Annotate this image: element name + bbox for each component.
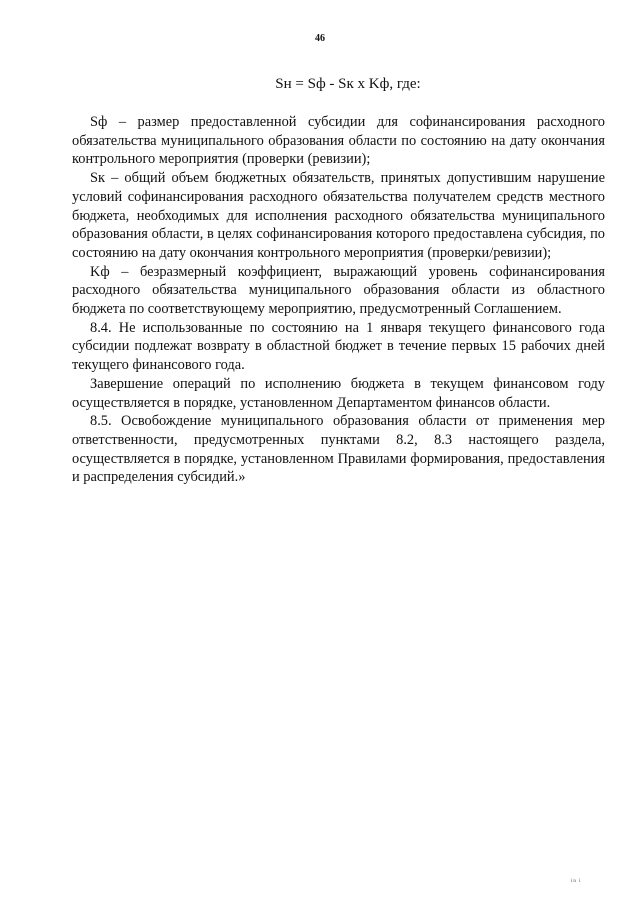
paragraph-8-4: 8.4. Не использованные по состоянию на 1 января текущего финансового года субсидии подлежат возврату в областной бюджет в течение первых 15 рабочих дней текущего финансового года. [72, 319, 605, 374]
paragraph-8-5: 8.5. Освобождение муниципального образования области от применения мер ответственности, предусмотренных пунктами 8.2, 8.3 настоящего раздела, осуществляется в порядке, установленном Правилами формирования, предоставления и распределения субсидий.» [72, 413, 605, 486]
paragraph-kf-definition: Kф – безразмерный коэффициент, выражающий уровень софинансирования расходного обязательства муниципального образования области из областного бюджета по соответствующему мероприятию, предусмотренный Соглашением. [72, 263, 605, 318]
paragraph-budget-completion: Завершение операций по исполнению бюджета в текущем финансовом году осуществляется в порядке, установленном Департаментом финансов области. [72, 375, 605, 411]
paragraph-sf-definition: Sф – размер предоставленной субсидии для софинансирования расходного обязательства муниципального образования области по состоянию на дату окончания контрольного мероприятия (проверки (ревизии); [72, 114, 605, 168]
formula: Sн = Sф - Sк х Kф, где: [275, 76, 421, 92]
paragraph-sk-definition: Sк – общий объем бюджетных обязательств, принятых допустившим нарушение условий софинансирования расходного обязательства получателем средств местного бюджета, необходимых для исполнения расходного обязательства муниципального образования области, в целях софинансирования которого предоставлена субсидия, по состоянию на дату окончания контрольного мероприятия (проверки/ревизии); [72, 170, 605, 261]
page-number: 46 [315, 33, 325, 44]
document-body [72, 113, 605, 487]
footer-mark: in i [571, 879, 582, 884]
